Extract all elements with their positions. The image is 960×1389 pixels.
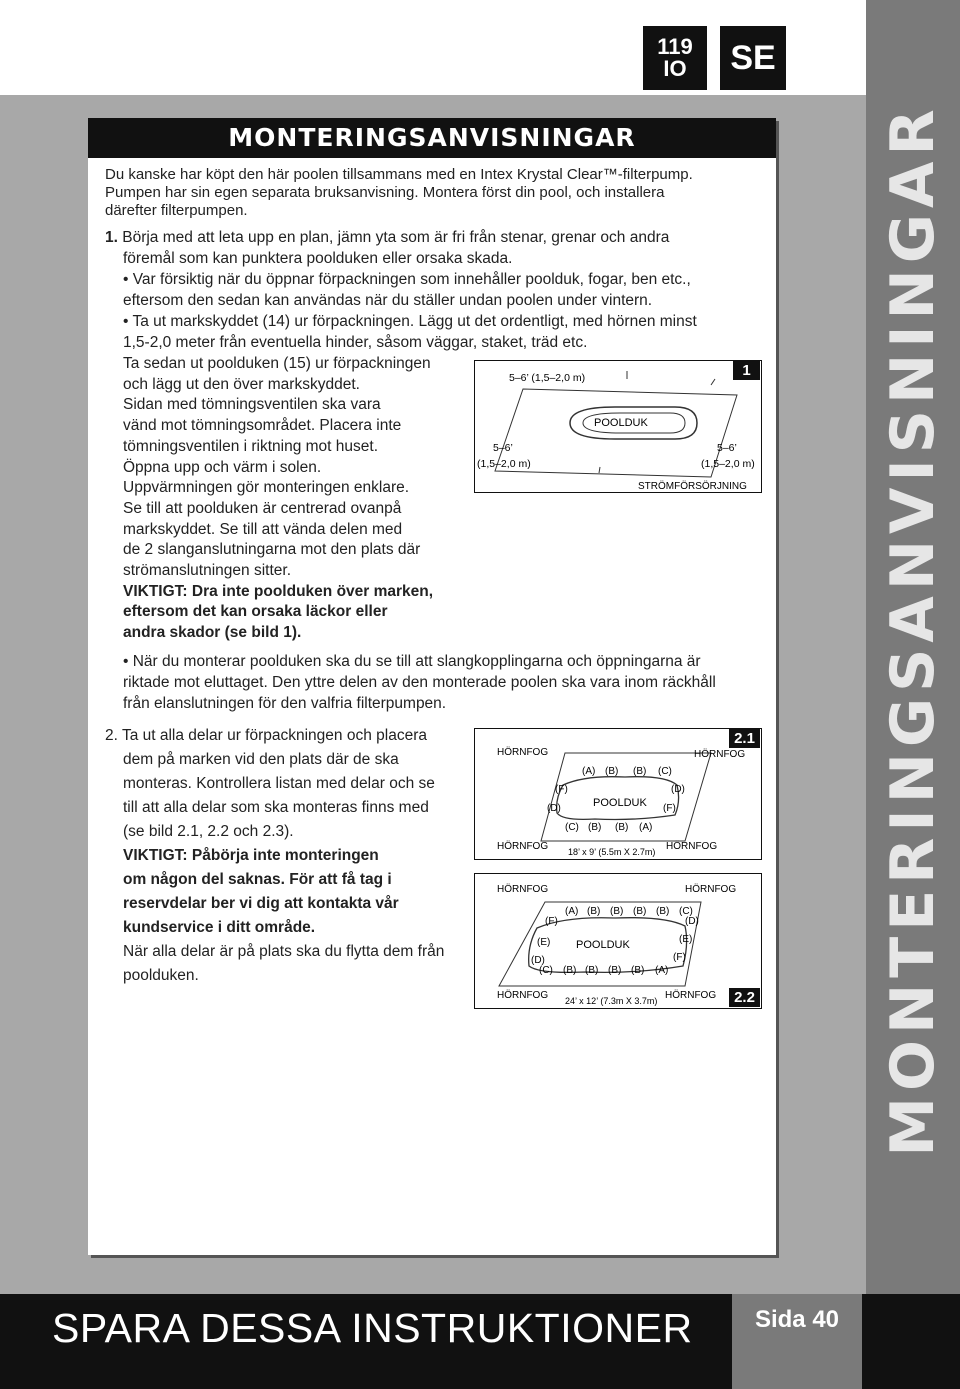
fig22-part: (E) bbox=[537, 937, 551, 948]
fig21-corner-label: HÖRNFOG bbox=[666, 841, 718, 852]
fig22-part: (B) bbox=[585, 965, 599, 976]
page-number-box bbox=[732, 1294, 862, 1389]
model-number: 119 bbox=[657, 34, 693, 59]
fig21-part: (A) bbox=[639, 822, 653, 833]
fig22-pool-label: POOLDUK bbox=[576, 939, 630, 951]
fig1-left-dimension: (1,5–2,0 m) bbox=[477, 458, 531, 470]
step2-line: 2. Ta ut alla delar ur förpackningen och placera bbox=[105, 727, 427, 744]
fig22-size-label: 24’ x 12’ (7.3m X 3.7m) bbox=[565, 996, 658, 1006]
step2-line: dem på marken vid den plats där de ska bbox=[123, 751, 399, 768]
step1-column-line: Uppvärmningen gör monteringen enklare. bbox=[123, 479, 410, 497]
intro-line: Du kanske har köpt den här poolen tillsammans med en Intex Krystal Clear™-filterpump. bbox=[105, 166, 693, 183]
fig22-corner-label: HÖRNFOG bbox=[665, 990, 717, 1001]
step2-line: monteras. Kontrollera listan med delar och se bbox=[123, 775, 435, 792]
warning-line: reservdelar ber vi dig att kontakta vår bbox=[123, 895, 399, 912]
side-title bbox=[866, 0, 960, 1294]
fig22-part: (A) bbox=[565, 906, 579, 917]
fig22-part: (B) bbox=[631, 965, 645, 976]
step1-column-line: tömningsventilen i riktning mot huset. bbox=[123, 437, 379, 455]
bullet-line: 1,5-2,0 meter från eventuella hinder, såsom väggar, staket, träd etc. bbox=[123, 334, 588, 351]
page-number: Sida 40 bbox=[754, 1306, 840, 1333]
step1-text: Börja med att leta upp en plan, jämn yta som är fri från stenar, grenar och andra bbox=[117, 229, 670, 246]
fig22-part: (C) bbox=[679, 906, 693, 917]
warning-line: eftersom det kan orsaka läckor eller bbox=[123, 603, 388, 621]
fig22-corner-label: HÖRNFOG bbox=[497, 990, 549, 1001]
fig1-power-label: STRÖMFÖRSÖRJNING bbox=[638, 481, 747, 492]
fig22-part: (D) bbox=[531, 955, 545, 966]
fig21-part: (D) bbox=[671, 784, 685, 795]
fig22-corner-label: HÖRNFOG bbox=[685, 884, 737, 895]
fig22-part: (B) bbox=[633, 906, 647, 917]
fig21-part: (F) bbox=[555, 784, 568, 795]
fig21-part: (A) bbox=[582, 766, 596, 777]
fig22-part: (B) bbox=[656, 906, 670, 917]
fig22-part: (B) bbox=[608, 965, 622, 976]
bullet-line: • Var försiktig när du öppnar förpackningen som innehåller poolduk, fogar, ben etc., bbox=[123, 271, 691, 288]
figure-2-1 bbox=[474, 728, 762, 860]
fig1-left-dimension: 5–6’ bbox=[493, 442, 513, 454]
language-badge: SE bbox=[720, 26, 786, 90]
step1-column-line: strömanslutningen sitter. bbox=[123, 562, 292, 579]
bullet-line: riktade mot eluttaget. Den yttre delen av den monterade poolen ska vara inom räckhåll bbox=[123, 674, 716, 691]
fig1-right-dimension: (1,5–2,0 m) bbox=[701, 458, 755, 470]
intro-line: därefter filterpumpen. bbox=[105, 202, 248, 219]
fig21-part: (B) bbox=[615, 822, 629, 833]
fig21-corner-label: HÖRNFOG bbox=[497, 747, 549, 758]
step1-line bbox=[105, 228, 669, 249]
step1-number: 1. bbox=[105, 229, 118, 246]
fig21-pool-label: POOLDUK bbox=[593, 797, 647, 809]
bullet-line: • När du monterar poolduken ska du se till att slangkopplingarna och öppningarna är bbox=[123, 653, 701, 670]
step2-line: till att alla delar som ska monteras finns med bbox=[123, 799, 429, 816]
step1-column-line: Öppna upp och värm i solen. bbox=[123, 458, 322, 476]
warning-line: kundservice i ditt område. bbox=[123, 919, 316, 936]
fig22-part: (B) bbox=[563, 965, 577, 976]
fig21-size-label: 18’ x 9’ (5.5m X 2.7m) bbox=[568, 847, 656, 857]
bullet-line: eftersom den sedan kan användas när du ställer undan poolen under vintern. bbox=[123, 292, 653, 309]
step1-column-line: vänd mot tömningsområdet. Placera inte bbox=[123, 417, 402, 435]
fig22-part: (D) bbox=[685, 916, 699, 927]
step1-column-line: Se till att poolduken är centrerad ovanpå bbox=[123, 499, 402, 517]
page-title: MONTERINGSANVISNINGAR bbox=[88, 118, 776, 158]
step1-column-line: och lägg ut den över markskyddet. bbox=[123, 375, 360, 393]
step1-column-line: Sidan med tömningsventilen ska vara bbox=[123, 396, 381, 414]
step2-line: (se bild 2.1, 2.2 och 2.3). bbox=[123, 823, 294, 840]
fig21-part: (C) bbox=[565, 822, 579, 833]
figure-1 bbox=[474, 360, 762, 493]
warning-line: andra skador (se bild 1). bbox=[123, 624, 302, 642]
bullet-line: • Ta ut markskyddet (14) ur förpackningen. Lägg ut det ordentligt, med hörnen minst bbox=[123, 313, 697, 330]
fig1-pool-label: POOLDUK bbox=[594, 417, 648, 429]
fig21-corner-label: HÖRNFOG bbox=[694, 749, 746, 760]
step2-line: poolduken. bbox=[123, 967, 199, 984]
fig21-corner-label: HÖRNFOG bbox=[497, 841, 549, 852]
fig22-number: 2.2 bbox=[729, 988, 760, 1007]
fig1-right-dimension: 5–6’ bbox=[717, 442, 737, 454]
fig22-corner-label: HÖRNFOG bbox=[497, 884, 549, 895]
fig22-part: (B) bbox=[610, 906, 624, 917]
step1-column-line: Ta sedan ut poolduken (15) ur förpackningen bbox=[123, 355, 431, 372]
instructions-panel bbox=[88, 118, 776, 1255]
fig1-top-dimension: 5–6’ (1,5–2,0 m) bbox=[509, 372, 586, 384]
step1-line: föremål som kan punktera poolduken eller orsaka skada. bbox=[123, 250, 513, 267]
figure-2-2 bbox=[474, 873, 762, 1009]
step1-column-line: markskyddet. Se till att vända delen med bbox=[123, 520, 403, 538]
fig21-part: (C) bbox=[658, 766, 672, 777]
fig21-part: (B) bbox=[605, 766, 619, 777]
warning-line: om någon del saknas. För att få tag i bbox=[123, 871, 392, 888]
bullet-line: från elanslutningen för den valfria filterpumpen. bbox=[123, 695, 447, 712]
fig22-part: (B) bbox=[587, 906, 601, 917]
warning-line: VIKTIGT: Påbörja inte monteringen bbox=[123, 847, 379, 864]
fig22-part: (C) bbox=[539, 965, 553, 976]
fig21-number: 2.1 bbox=[729, 729, 760, 748]
fig22-part: (E) bbox=[679, 934, 693, 945]
fig21-part: (B) bbox=[633, 766, 647, 777]
fig1-number: 1 bbox=[733, 361, 760, 380]
step1-column-line: de 2 slanganslutningarna mot den plats där bbox=[123, 541, 421, 559]
model-badge bbox=[643, 26, 707, 90]
fig21-part: (D) bbox=[547, 803, 561, 814]
step2-line: När alla delar är på plats ska du flytta dem från bbox=[123, 943, 445, 960]
fig21-part: (B) bbox=[588, 822, 602, 833]
model-suffix: IO bbox=[663, 56, 687, 81]
side-title-text: MONTERINGSANVISNINGAR bbox=[878, 103, 948, 1157]
warning-line: VIKTIGT: Dra inte poolduken över marken, bbox=[123, 582, 434, 600]
footer-title: SPARA DESSA INSTRUKTIONER bbox=[52, 1305, 693, 1351]
fig21-part: (F) bbox=[663, 803, 676, 814]
fig22-part: (F) bbox=[545, 916, 558, 927]
fig22-part: (F) bbox=[673, 952, 686, 963]
fig22-part: (A) bbox=[655, 965, 669, 976]
intro-line: Pumpen har sin egen separata bruksanvisning. Montera först din pool, och installera bbox=[105, 184, 665, 201]
